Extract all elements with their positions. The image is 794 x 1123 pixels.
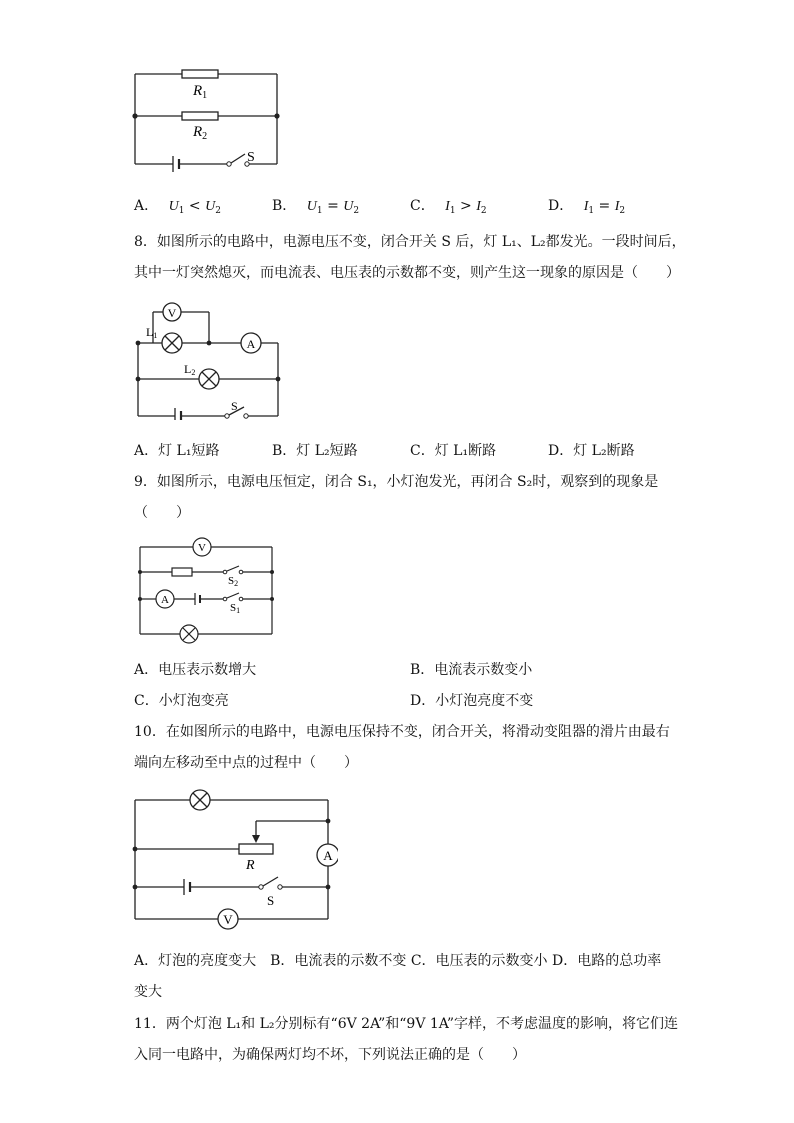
q9-option-a: A．电压表示数增大 — [134, 662, 257, 678]
q7-option-a: A． $U_1 < U_2$ — [134, 198, 221, 216]
q11-question-line-1: 11．两个灯泡 L₁和 L₂分别标有“6V 2A”和“9V 1A”字样，不考虑温度的影响，将它们连 — [134, 1016, 679, 1032]
switch-label: S — [247, 150, 255, 165]
q9-option-d: D．小灯泡亮度不变 — [410, 693, 534, 709]
q9-circuit-diagram — [132, 536, 282, 648]
q7-circuit-diagram — [125, 62, 295, 172]
voltmeter-label: V — [223, 912, 233, 927]
q10-question-line-1: 10．在如图所示的电路中，电源电压保持不变，闭合开关，将滑动变阻器的滑片由最右 — [134, 724, 670, 740]
q8-option-a: A．灯 L₁短路 — [134, 443, 220, 459]
voltmeter-label: V — [198, 542, 206, 554]
q8-question-line-1: 8．如图所示的电路中，电源电压不变，闭合开关 S 后，灯 L₁、L₂都发光。一段时间后， — [134, 234, 686, 250]
ammeter-label: A — [161, 594, 169, 606]
q10-options-line-2: 变大 — [134, 984, 162, 1000]
s2-label: S2 — [228, 575, 239, 588]
q8-option-c: C．灯 L₁断路 — [410, 443, 497, 459]
q10-question-line-2: 端向左移动至中点的过程中（ ） — [134, 755, 358, 771]
q8-circuit-diagram — [128, 298, 288, 420]
q8-option-d: D．灯 L₂断路 — [548, 443, 635, 459]
l1-label: L1 — [146, 325, 158, 340]
q10-circuit-diagram — [126, 786, 338, 936]
q11-question-line-2: 入同一电路中，为确保两灯均不坏，下列说法正确的是（ ） — [134, 1047, 526, 1063]
s1-label: S1 — [230, 602, 241, 615]
ammeter-label: A — [323, 848, 333, 863]
r2-label: $R_2$ — [193, 124, 208, 142]
q8-question-line-2: 其中一灯突然熄灭，而电流表、电压表的示数都不变，则产生这一现象的原因是（ ） — [134, 265, 680, 281]
q9-option-b: B．电流表示数变小 — [410, 662, 533, 678]
r1-label: $R_1$ — [193, 83, 208, 101]
l2-label: L2 — [184, 362, 196, 377]
q9-question-line-1: 9．如图所示，电源电压恒定，闭合 S₁，小灯泡发光，再闭合 S₂时，观察到的现象是 — [134, 474, 659, 490]
q9-option-c: C．小灯泡变亮 — [134, 693, 229, 709]
q7-option-b: B． $U_1 = U_2$ — [272, 198, 360, 216]
voltmeter-label: V — [167, 306, 177, 320]
rheostat-label: R — [246, 858, 255, 873]
q9-question-line-2: （ ） — [134, 505, 190, 521]
q8-option-b: B．灯 L₂短路 — [272, 443, 358, 459]
ammeter-label: A — [246, 337, 256, 351]
q7-option-c: C． $I_1 > I_2$ — [410, 198, 487, 216]
q10-options-line-1: A．灯泡的亮度变大 B．电流表的示数不变 C．电压表的示数变小 D．电路的总功率 — [134, 953, 662, 969]
q7-option-d: D． $I_1 = I_2$ — [548, 198, 626, 216]
switch-label: S — [267, 893, 275, 908]
switch-label: S — [231, 399, 238, 413]
